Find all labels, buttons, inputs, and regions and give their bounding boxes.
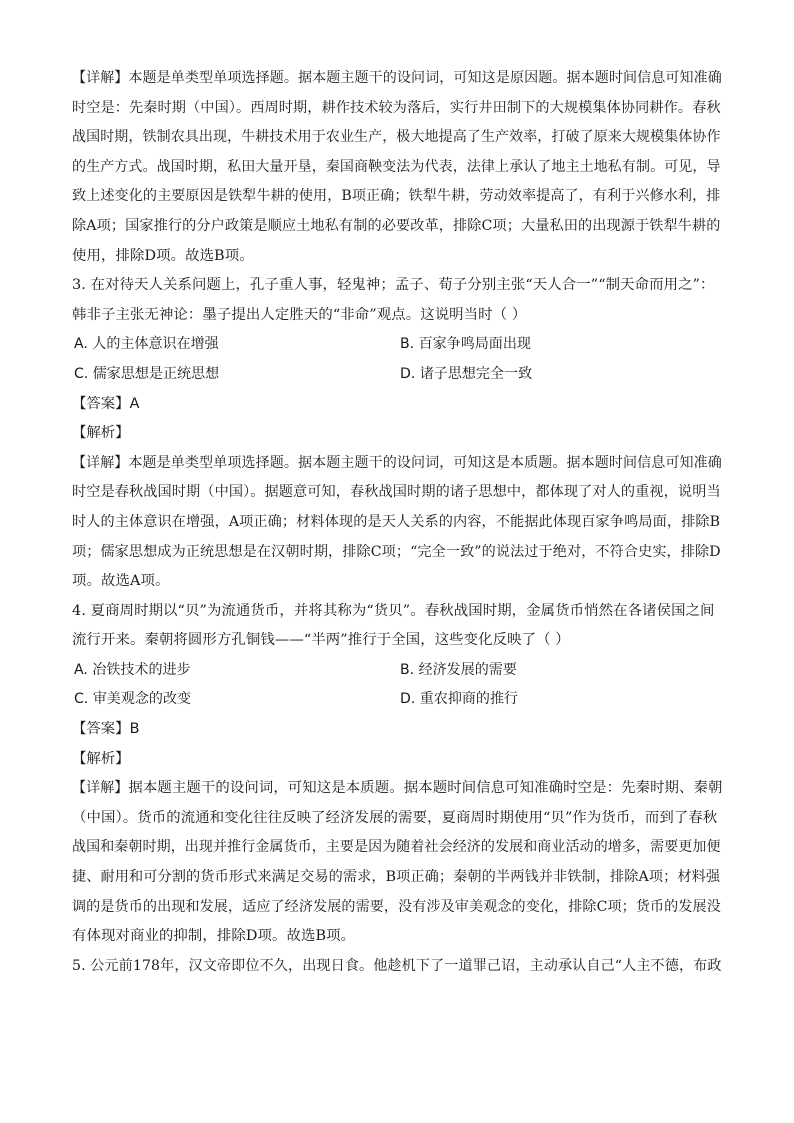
text-line: 战国时期，铁制农具出现，牛耕技术用于农业生产，极大地提高了生产效率，打破了原来大规模集体协作	[72, 129, 721, 146]
option-d: D. 诸子思想完全一致	[400, 365, 533, 382]
text-line: 【详解】据本题主题干的设问词，可知这是本质题。据本题时间信息可知准确时空是：先秦时期、秦朝	[72, 780, 723, 797]
question-4-options	[72, 656, 724, 715]
text-line: 有体现对商业的抑制，排除D项。故选B项。	[72, 928, 356, 945]
option-b: B. 经济发展的需要	[400, 661, 517, 678]
q4-detail	[72, 774, 724, 952]
option-c: C. 儒家思想是正统思想	[74, 365, 220, 382]
document-page	[72, 64, 724, 981]
text-line: 时空是春秋战国时期（中国）。据题意可知，春秋战国时期的诸子思想中，都体现了对人的重视，说明当	[72, 484, 721, 501]
option-b: B. 百家争鸣局面出现	[400, 336, 531, 353]
text-line: 致上述变化的主要原因是铁犁牛耕的使用，B项正确；铁犁牛耕，劳动效率提高了，有利于兴修水利，排	[72, 188, 721, 205]
text-line: 使用，排除D项。故选B项。	[72, 247, 254, 264]
detail-tag: 【详解】	[72, 70, 129, 86]
option-c: C. 审美观念的改变	[74, 691, 192, 708]
option-a: A. 人的主体意识在增强	[74, 336, 219, 353]
q2-detail	[72, 64, 724, 271]
question-4-stem	[72, 597, 724, 656]
text-line: 4. 夏商周时期以“贝”为流通货币，并将其称为“货贝”。春秋战国时期，金属货币悄然在各诸侯国之间	[72, 602, 715, 619]
text-line: （中国）。货币的流通和变化往往反映了经济发展的需要，夏商周时期使用“贝”作为货币，而到了春秋	[72, 809, 718, 826]
text-line: 调的是货币的出现和发展，适应了经济发展的需要，没有涉及审美观念的变化，排除C项；货币的发展没	[72, 898, 721, 915]
text-line: 的生产方式。战国时期，私田大量开垦，秦国商鞅变法为代表，法律上承认了地主土地私有制。可见，导	[72, 158, 721, 175]
text-line: 时空是：先秦时期（中国）。西周时期，耕作技术较为落后，实行井田制下的大规模集体协同耕作。春秋	[72, 99, 721, 116]
text-line: 时人的主体意识在增强，A项正确；材料体现的是天人关系的内容，不能据此体现百家争鸣局面，排除B	[72, 513, 721, 530]
text-line: 流行开来。秦朝将圆形方孔铜钱——“半两”推行于全国，这些变化反映了（ ）	[72, 632, 570, 649]
option-d: D. 重农抑商的推行	[400, 691, 519, 708]
answer-label: 【答案】B	[72, 721, 140, 738]
answer-label: 【答案】A	[72, 395, 140, 412]
text-line: 捷、耐用和可分割的货币形式来满足交易的需求，B项正确；秦朝的半两钱并非铁制，排除A项；材料强	[72, 869, 721, 886]
text-line: 除A项；国家推行的分户政策是顺应土地私有制的必要改革，排除C项；大量私田的出现源于铁犁牛耕的	[72, 217, 721, 234]
question-5-stem	[72, 952, 724, 982]
detail-tag: 【详解】	[72, 454, 129, 471]
text-line: 韩非子主张无神论：墨子提出人定胜天的“非命”观点。这说明当时（ ）	[72, 306, 527, 323]
option-a: A. 冶铁技术的进步	[74, 661, 191, 678]
text-line: 【详解】本题是单类型单项选择题。据本题主题干的设问词，可知这是本质题。据本题时间信息可知准确	[72, 454, 722, 471]
detail-tag: 【详解】	[72, 780, 129, 797]
analysis-label: 【解析】	[72, 425, 130, 442]
analysis-label: 【解析】	[72, 750, 130, 767]
text-line: 【详解】本题是单类型单项选择题。据本题主题干的设问词，可知这是原因题。据本题时间信息可知准确	[72, 70, 722, 86]
q3-detail	[72, 449, 724, 597]
text-line: 战国和秦朝时期，出现并推行金属货币，主要是因为随着社会经济的发展和商业活动的增多，需要更加便	[72, 839, 721, 856]
text-line: 项。故选A项。	[72, 573, 170, 590]
question-3-options	[72, 330, 724, 389]
text-line: 项；儒家思想成为正统思想是在汉朝时期，排除C项；“完全一致”的说法过于绝对，不符合史实，排除D	[72, 543, 721, 560]
text-line: 5. 公元前178年，汉文帝即位不久，出现日食。他趁机下了一道罪己诏，主动承认自己“人主不德，布政	[72, 957, 722, 974]
text-line: 3. 在对待天人关系问题上，孔子重人事，轻鬼神；孟子、荀子分别主张“天人合一”“制天命而用之”：	[72, 277, 715, 294]
question-3-stem	[72, 271, 724, 330]
